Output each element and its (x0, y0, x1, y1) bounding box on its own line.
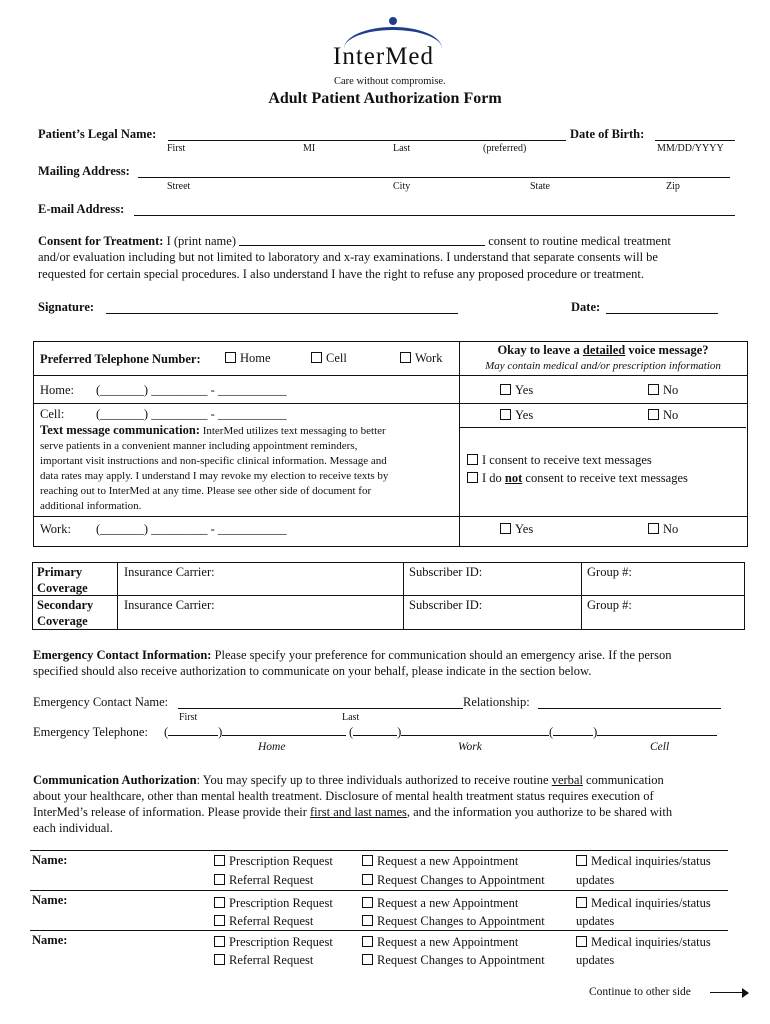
secondary-coverage-label (37, 597, 93, 629)
mi-caption: MI (303, 143, 316, 154)
text-body-6: additional information. (40, 500, 142, 512)
checkbox-icon[interactable] (648, 409, 659, 420)
comm-label: Communication Authorization (33, 773, 197, 787)
emergency-home-caption: Home (258, 741, 286, 753)
authorized-person-row (32, 893, 732, 933)
phone-table-header-rule (33, 375, 747, 376)
appt-label: Request a new Appointment (377, 935, 519, 949)
consent-print-name-field[interactable] (239, 235, 485, 246)
emergency-work-caption: Work (458, 741, 482, 753)
appt-option[interactable] (362, 935, 518, 950)
preferred-phone-label: Preferred Telephone Number: (40, 352, 201, 366)
appt-option[interactable] (362, 854, 518, 869)
medical-inquiries-option[interactable] (576, 935, 711, 950)
primary-2: Coverage (37, 581, 88, 595)
dob-label: Date of Birth: (570, 127, 645, 141)
consent-label: Consent for Treatment: (38, 234, 164, 248)
relationship-field[interactable] (538, 708, 721, 709)
text-no-u: not (504, 471, 523, 485)
rx-option[interactable] (214, 854, 333, 869)
phone-table-home-rule (33, 403, 747, 404)
voice-header-u: detailed (582, 343, 626, 357)
dob-format-caption: MM/DD/YYYY (657, 143, 724, 154)
authorized-person-row (32, 933, 732, 973)
checkbox-icon[interactable] (214, 936, 225, 947)
text-message-notice (40, 423, 450, 514)
continue-note: Continue to other side (589, 986, 691, 998)
appt-option[interactable] (362, 896, 518, 911)
referral-label: Referral Request (229, 873, 314, 887)
home-phone-label: Home: (40, 383, 75, 397)
home-voice-yes[interactable] (500, 383, 533, 398)
emergency-name-field[interactable] (178, 708, 463, 709)
emergency-info (33, 647, 753, 679)
referral-option[interactable] (214, 953, 313, 968)
first-caption: First (167, 143, 186, 154)
appt-label: Request a new Appointment (377, 854, 519, 868)
email-label: E-mail Address: (38, 202, 125, 216)
med2-label: updates (576, 873, 615, 887)
checkbox-icon[interactable] (500, 384, 511, 395)
form-title: Adult Patient Authorization Form (268, 90, 502, 107)
cell-voice-rule (460, 427, 746, 428)
primary-coverage-label (37, 564, 88, 596)
legal-name-label: Patient’s Legal Name: (38, 127, 157, 141)
home-phone-field[interactable]: (_______) _________ - ___________ (96, 383, 287, 397)
text-body-5: reaching out to InterMed at any time. Please see other side of document for (40, 485, 372, 497)
communication-authorization-info (33, 772, 753, 836)
dob-field[interactable] (655, 140, 735, 141)
consent-line-1 (38, 233, 738, 249)
number-blank[interactable] (597, 725, 717, 736)
voice-message-subtitle: May contain medical and/or prescription information (485, 360, 721, 372)
comm-body-3u: first and last names (310, 805, 407, 819)
preferred-caption: (preferred) (483, 143, 527, 154)
checkbox-icon[interactable] (214, 897, 225, 908)
rx-label: Prescription Request (229, 896, 333, 910)
arrow-right-icon (710, 992, 746, 993)
preferred-cell-option[interactable] (311, 351, 347, 366)
checkbox-icon[interactable] (648, 384, 659, 395)
secondary-2: Coverage (37, 614, 88, 628)
consent-print-name-text: I (print name) (166, 234, 236, 248)
checkbox-icon[interactable] (648, 523, 659, 534)
referral-option[interactable] (214, 873, 313, 888)
last-caption: Last (393, 143, 411, 154)
work-voice-no[interactable] (648, 522, 678, 537)
comm-body-3a: InterMed’s release of information. Please provide their (33, 805, 310, 819)
checkbox-icon[interactable] (362, 915, 373, 926)
checkbox-icon[interactable] (362, 897, 373, 908)
checkbox-icon[interactable] (214, 954, 225, 965)
emergency-first-caption: First (179, 712, 198, 723)
cell-yes-label: Yes (515, 408, 534, 422)
text-body-4: data rates may apply. I understand I may revoke my election to receive texts by (40, 470, 389, 482)
preferred-work-option[interactable] (400, 351, 442, 366)
text-no-consent-option[interactable] (467, 471, 688, 486)
city-caption: City (393, 181, 411, 192)
relationship-label: Relationship: (463, 695, 530, 709)
checkbox-icon[interactable] (576, 855, 587, 866)
checkbox-icon[interactable] (214, 855, 225, 866)
primary-1: Primary (37, 565, 83, 579)
preferred-cell-label: Cell (326, 351, 347, 365)
med1-label: Medical inquiries/status (591, 854, 711, 868)
mailing-label: Mailing Address: (38, 164, 130, 178)
zip-caption: Zip (666, 181, 680, 192)
street-caption: Street (167, 181, 191, 192)
legal-name-field[interactable] (168, 140, 566, 141)
cell-no-label: No (663, 408, 679, 422)
emergency-name-label: Emergency Contact Name: (33, 695, 169, 709)
med1-label: Medical inquiries/status (591, 896, 711, 910)
checkbox-icon[interactable] (400, 352, 411, 363)
medical-inquiries-option[interactable] (576, 854, 711, 869)
appt-change-label: Request Changes to Appointment (377, 953, 545, 967)
text-no-a: I do (482, 471, 505, 485)
state-caption: State (530, 181, 550, 192)
consent-line-1-end: consent to routine medical treatment (488, 234, 671, 248)
medical-inquiries-option[interactable] (576, 896, 711, 911)
auth-rule-0 (30, 850, 728, 851)
emergency-last-caption: Last (342, 712, 360, 723)
email-field[interactable] (134, 215, 735, 216)
appt-change-label: Request Changes to Appointment (377, 914, 545, 928)
appt-change-option[interactable] (362, 953, 545, 968)
appt-change-option[interactable] (362, 873, 545, 888)
secondary-group-field[interactable]: Group #: (587, 598, 632, 612)
checkbox-icon[interactable] (467, 472, 478, 483)
emergency-body-2: specified should also receive authorization to communicate on your behalf, please indicate in the section below. (33, 664, 592, 678)
comm-body-2: about your healthcare, other than mental health treatment. Disclosure of mental health treatment status requires execution of (33, 789, 654, 803)
date-label: Date: (571, 300, 601, 314)
text-body-2: serve patients in a convenient manner including appointment reminders, (40, 440, 358, 452)
arrowhead-icon (742, 988, 749, 998)
med2-label: updates (576, 953, 615, 967)
auth-name-label: Name: (32, 893, 68, 907)
home-yes-label: Yes (515, 383, 534, 397)
work-phone-label: Work: (40, 522, 71, 536)
appt-label: Request a new Appointment (377, 896, 519, 910)
date-field[interactable] (606, 313, 718, 314)
checkbox-icon[interactable] (362, 855, 373, 866)
rx-option[interactable] (214, 896, 333, 911)
text-consent-option[interactable] (467, 453, 652, 468)
emergency-work-phone-field[interactable]: ( ) (349, 725, 549, 740)
emergency-body-1: Please specify your preference for communication should an emergency arise. If the person (211, 648, 672, 662)
checkbox-icon[interactable] (500, 523, 511, 534)
text-consent-label: I consent to receive text messages (482, 453, 652, 467)
checkbox-icon[interactable] (467, 454, 478, 465)
med1-label: Medical inquiries/status (591, 935, 711, 949)
phone-table-cell-rule (33, 516, 747, 517)
auth-name-label: Name: (32, 853, 68, 867)
secondary-1: Secondary (37, 598, 94, 612)
text-message-label: Text message communication: (40, 423, 200, 437)
emergency-cell-phone-field[interactable]: ( ) (549, 725, 717, 740)
work-no-label: No (663, 522, 679, 536)
authorized-person-row (32, 853, 732, 893)
checkbox-icon[interactable] (311, 352, 322, 363)
rx-label: Prescription Request (229, 935, 333, 949)
checkbox-icon[interactable] (500, 409, 511, 420)
rx-option[interactable] (214, 935, 333, 950)
emergency-label: Emergency Contact Information: (33, 648, 212, 662)
mailing-field[interactable] (138, 177, 730, 178)
preferred-home-option[interactable] (225, 351, 271, 366)
primary-subscriber-field[interactable]: Subscriber ID: (409, 565, 483, 579)
work-yes-label: Yes (515, 522, 534, 536)
emergency-telephone-label: Emergency Telephone: (33, 725, 148, 739)
text-body-1: InterMed utilizes text messaging to better (199, 425, 386, 437)
appt-change-label: Request Changes to Appointment (377, 873, 545, 887)
text-no-b: consent to receive text messages (522, 471, 688, 485)
checkbox-icon[interactable] (576, 897, 587, 908)
preferred-work-label: Work (415, 351, 443, 365)
signature-field[interactable] (106, 313, 458, 314)
comm-body-1a: : You may specify up to three individuals authorized to receive routine (196, 773, 552, 787)
logo-tagline: Care without compromise. (334, 76, 446, 87)
comm-body-1b: communication (582, 773, 664, 787)
work-voice-yes[interactable] (500, 522, 533, 537)
cell-voice-no[interactable] (648, 408, 678, 423)
voice-header-a: Okay to leave a (497, 343, 583, 357)
logo: InterMed (333, 43, 435, 70)
referral-option[interactable] (214, 914, 313, 929)
area-code-blank[interactable] (553, 725, 593, 736)
voice-message-header (460, 343, 746, 358)
work-phone-field[interactable]: (_______) _________ - ___________ (96, 522, 287, 536)
checkbox-icon[interactable] (576, 936, 587, 947)
referral-label: Referral Request (229, 953, 314, 967)
auth-name-label: Name: (32, 933, 68, 947)
checkbox-icon[interactable] (214, 874, 225, 885)
emergency-home-phone-field[interactable]: ( ) (164, 725, 346, 740)
appt-change-option[interactable] (362, 914, 545, 929)
cell-phone-label: Cell: (40, 407, 65, 421)
voice-header-b: voice message? (625, 343, 709, 357)
checkbox-icon[interactable] (225, 352, 236, 363)
logo-dot (389, 17, 397, 25)
number-blank[interactable] (401, 725, 549, 736)
comm-body-1u: verbal (551, 773, 583, 787)
checkbox-icon[interactable] (362, 874, 373, 885)
cell-voice-yes[interactable] (500, 408, 533, 423)
home-no-label: No (663, 383, 679, 397)
referral-label: Referral Request (229, 914, 314, 928)
med2-label: updates (576, 914, 615, 928)
insurance-row-rule (32, 595, 744, 596)
secondary-subscriber-field[interactable]: Subscriber ID: (409, 598, 483, 612)
cell-phone-field[interactable]: (_______) _________ - ___________ (96, 407, 287, 421)
comm-body-3b: , and the information you authorize to be shared with (406, 805, 673, 819)
checkbox-icon[interactable] (362, 936, 373, 947)
number-blank[interactable] (222, 725, 346, 736)
comm-body-4: each individual. (33, 821, 113, 835)
area-code-blank[interactable] (168, 725, 218, 736)
primary-carrier-field[interactable]: Insurance Carrier: (124, 565, 215, 579)
primary-group-field[interactable]: Group #: (587, 565, 632, 579)
home-voice-no[interactable] (648, 383, 678, 398)
preferred-home-label: Home (240, 351, 271, 365)
checkbox-icon[interactable] (362, 954, 373, 965)
consent-line-3: requested for certain special procedures. I also understand I have the right to refuse any proposed procedure or treatment. (38, 267, 645, 281)
checkbox-icon[interactable] (214, 915, 225, 926)
secondary-carrier-field[interactable]: Insurance Carrier: (124, 598, 215, 612)
text-body-3: important visit instructions and non-specific clinical information. Message and (40, 455, 387, 467)
rx-label: Prescription Request (229, 854, 333, 868)
area-code-blank[interactable] (353, 725, 397, 736)
consent-line-2: and/or evaluation including but not limited to laboratory and x-ray examinations. I understand that separate consents will be (38, 250, 658, 264)
emergency-cell-caption: Cell (650, 741, 670, 753)
signature-label: Signature: (38, 300, 95, 314)
